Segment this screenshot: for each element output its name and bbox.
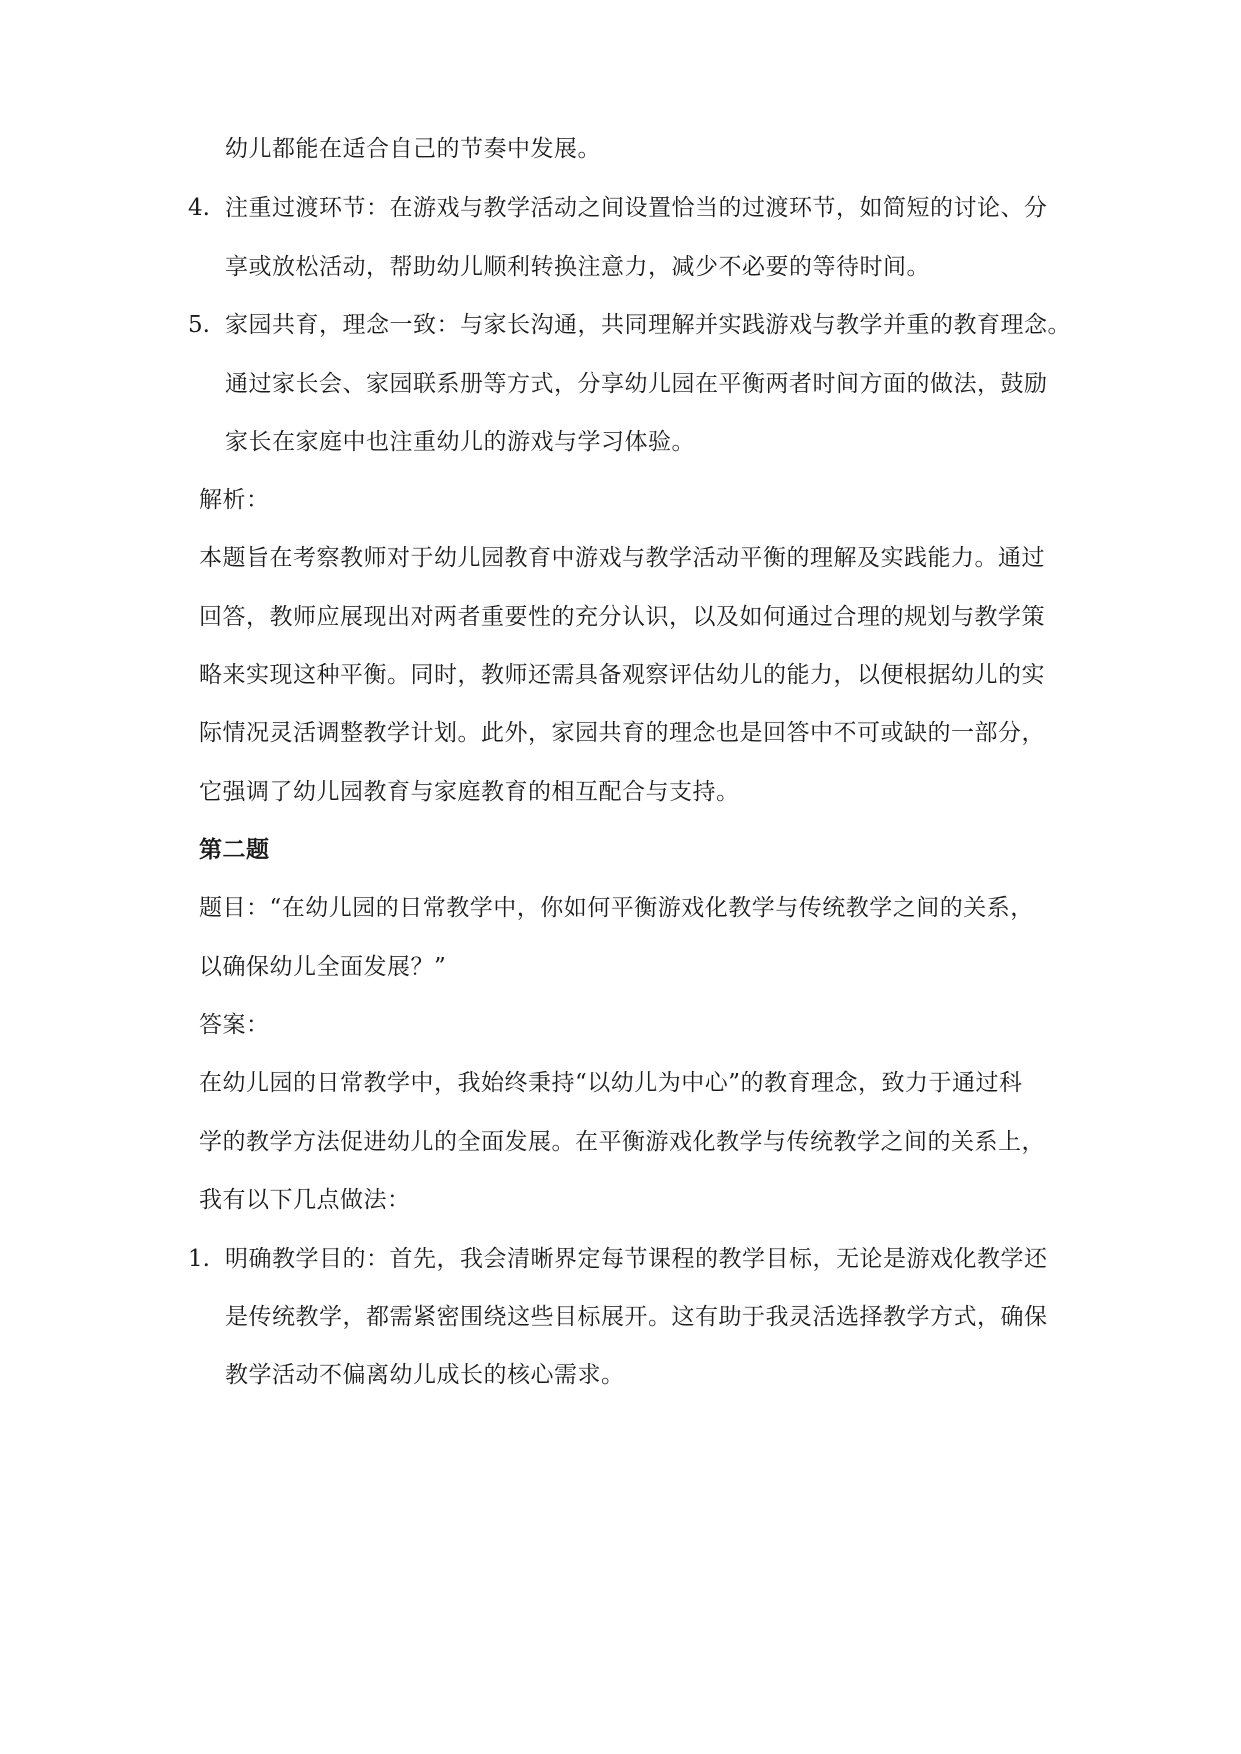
list-number: 4. <box>188 195 210 221</box>
paragraph-line: 在幼儿园的日常教学中，我始终秉持“以幼儿为中心”的教育理念，致力于通过科 <box>199 1070 1023 1096</box>
list-number: 1. <box>188 1246 210 1272</box>
list-item-text: 明确教学目的：首先，我会清晰界定每节课程的教学目标，无论是游戏化教学还 <box>225 1246 1048 1272</box>
list-item-text: 家园共育，理念一致：与家长沟通，共同理解并实践游戏与教学并重的教育理念。 <box>225 312 1071 338</box>
list-item-text: 教学活动不偏离幼儿成长的核心需求。 <box>225 1362 625 1388</box>
list-item-text: 家长在家庭中也注重幼儿的游戏与学习体验。 <box>225 429 695 455</box>
paragraph-line: 际情况灵活调整教学计划。此外，家园共育的理念也是回答中不可或缺的一部分， <box>199 720 1045 746</box>
analysis-label: 解析： <box>199 487 270 513</box>
list-item-text: 注重过渡环节：在游戏与教学活动之间设置恰当的过渡环节，如简短的讨论、分 <box>225 195 1048 221</box>
paragraph-line: 它强调了幼儿园教育与家庭教育的相互配合与支持。 <box>199 779 740 805</box>
paragraph-line: 题目：“在幼儿园的日常教学中，你如何平衡游戏化教学与传统教学之间的关系， <box>199 895 1034 921</box>
list-item-text: 是传统教学，都需紧密围绕这些目标展开。这有助于我灵活选择教学方式，确保 <box>225 1304 1048 1330</box>
paragraph-line: 我有以下几点做法： <box>199 1187 411 1213</box>
paragraph-line: 略来实现这种平衡。同时，教师还需具备观察评估幼儿的能力，以便根据幼儿的实 <box>199 662 1045 688</box>
answer-label: 答案： <box>199 1012 270 1038</box>
paragraph-line: 学的教学方法促进幼儿的全面发展。在平衡游戏化教学与传统教学之间的关系上， <box>199 1129 1045 1155</box>
paragraph-line: 以确保幼儿全面发展？” <box>199 954 447 980</box>
continuation-line: 幼儿都能在适合自己的节奏中发展。 <box>225 136 601 162</box>
list-item-text: 通过家长会、家园联系册等方式，分享幼儿园在平衡两者时间方面的做法，鼓励 <box>225 371 1048 397</box>
list-number: 5. <box>188 312 210 338</box>
section-title: 第二题 <box>199 836 270 863</box>
list-item-text: 享或放松活动，帮助幼儿顺利转换注意力，减少不必要的等待时间。 <box>225 254 930 280</box>
paragraph-line: 本题旨在考察教师对于幼儿园教育中游戏与教学活动平衡的理解及实践能力。通过 <box>199 545 1045 571</box>
paragraph-line: 回答，教师应展现出对两者重要性的充分认识，以及如何通过合理的规划与教学策 <box>199 604 1045 630</box>
